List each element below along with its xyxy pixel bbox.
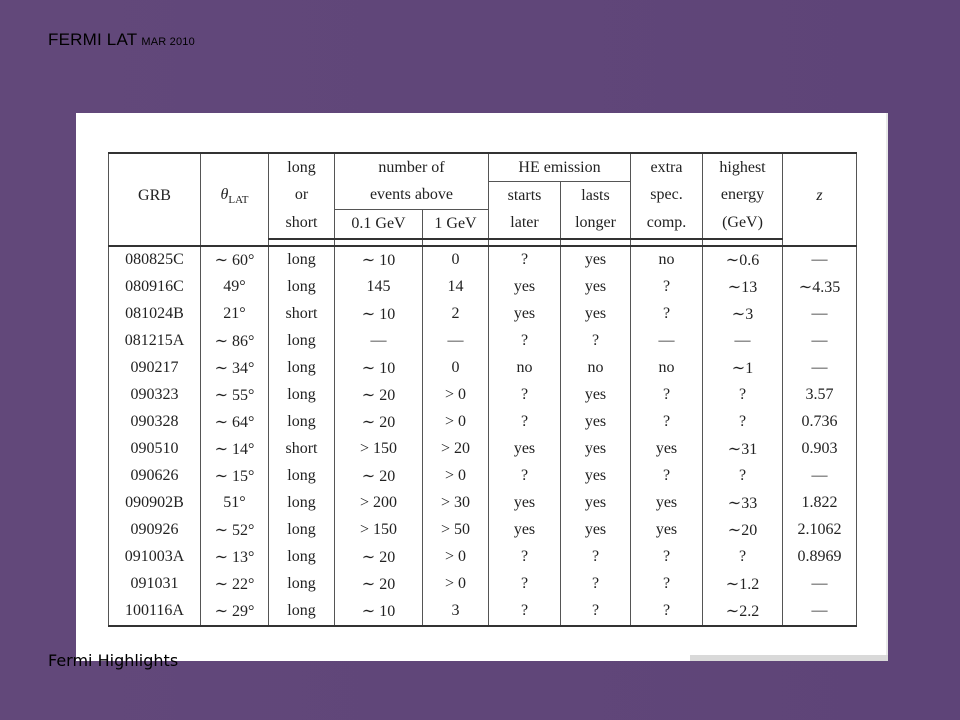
cell-grb: 090926: [109, 517, 201, 544]
cell-starts: ?: [489, 246, 561, 274]
cell-extra: no: [631, 246, 703, 274]
cell-extra: —: [631, 328, 703, 355]
cell-starts: yes: [489, 274, 561, 301]
cell-z: ∼4.35: [783, 274, 857, 301]
header-highest-1: highest: [703, 153, 783, 182]
cell-e01: ∼ 20: [335, 409, 423, 436]
cell-z: 0.903: [783, 436, 857, 463]
cell-grb: 100116A: [109, 598, 201, 626]
header-events-1: number of: [335, 153, 489, 182]
cell-dur: long: [269, 544, 335, 571]
cell-e1: 14: [423, 274, 489, 301]
header-extra-3: comp.: [631, 209, 703, 239]
header-extra-1: extra: [631, 153, 703, 182]
cell-e01: > 150: [335, 517, 423, 544]
cell-z: —: [783, 328, 857, 355]
slide-title: [48, 30, 195, 50]
grb-table-figure: [76, 113, 888, 661]
table-row: [109, 355, 857, 382]
cell-extra: ?: [631, 544, 703, 571]
cell-e1: > 0: [423, 463, 489, 490]
cell-starts: ?: [489, 598, 561, 626]
cell-dur: long: [269, 490, 335, 517]
cell-starts: ?: [489, 571, 561, 598]
cell-extra: ?: [631, 382, 703, 409]
cell-starts: yes: [489, 436, 561, 463]
slide-footer: Fermi Highlights: [48, 651, 179, 670]
cell-e01: —: [335, 328, 423, 355]
header-duration-2: or: [269, 182, 335, 210]
cell-e01: ∼ 20: [335, 463, 423, 490]
cell-extra: ?: [631, 571, 703, 598]
cell-e1: > 0: [423, 409, 489, 436]
cell-z: —: [783, 246, 857, 274]
header-highest-3: (GeV): [703, 209, 783, 239]
cell-z: —: [783, 571, 857, 598]
cell-theta: ∼ 14°: [201, 436, 269, 463]
cell-lasts: yes: [561, 409, 631, 436]
cell-dur: long: [269, 571, 335, 598]
header-events-01: 0.1 GeV: [335, 209, 423, 239]
cell-e1: —: [423, 328, 489, 355]
cell-z: 0.8969: [783, 544, 857, 571]
cell-e1: > 30: [423, 490, 489, 517]
cell-e1: > 50: [423, 517, 489, 544]
cell-e1: 3: [423, 598, 489, 626]
cell-highest: ∼2.2: [703, 598, 783, 626]
cell-theta: 51°: [201, 490, 269, 517]
cell-lasts: ?: [561, 328, 631, 355]
cell-grb: 090328: [109, 409, 201, 436]
table-row: [109, 463, 857, 490]
header-duration-3: short: [269, 209, 335, 239]
cell-dur: long: [269, 409, 335, 436]
cell-dur: long: [269, 274, 335, 301]
cell-dur: long: [269, 328, 335, 355]
cell-dur: long: [269, 463, 335, 490]
header-lasts-2: longer: [561, 209, 631, 239]
cell-starts: no: [489, 355, 561, 382]
cell-extra: ?: [631, 409, 703, 436]
header-starts-2: later: [489, 209, 561, 239]
cell-starts: ?: [489, 409, 561, 436]
cell-highest: ∼3: [703, 301, 783, 328]
cell-dur: short: [269, 436, 335, 463]
cell-highest: ?: [703, 544, 783, 571]
cell-e01: 145: [335, 274, 423, 301]
table-row: [109, 517, 857, 544]
cell-z: 2.1062: [783, 517, 857, 544]
cell-lasts: yes: [561, 463, 631, 490]
header-events-2: events above: [335, 182, 489, 210]
table-row: [109, 436, 857, 463]
cell-lasts: ?: [561, 571, 631, 598]
cell-extra: ?: [631, 301, 703, 328]
cell-lasts: no: [561, 355, 631, 382]
cell-z: —: [783, 301, 857, 328]
cell-z: 1.822: [783, 490, 857, 517]
cell-lasts: yes: [561, 301, 631, 328]
cell-highest: ∼0.6: [703, 246, 783, 274]
grb-table: [108, 152, 857, 627]
cell-grb: 090510: [109, 436, 201, 463]
cell-theta: ∼ 60°: [201, 246, 269, 274]
header-he-emission: HE emission: [489, 153, 631, 182]
cell-highest: ∼13: [703, 274, 783, 301]
cell-theta: ∼ 86°: [201, 328, 269, 355]
cell-starts: ?: [489, 328, 561, 355]
cell-extra: no: [631, 355, 703, 382]
cell-theta: ∼ 13°: [201, 544, 269, 571]
cell-starts: ?: [489, 544, 561, 571]
cell-e1: 0: [423, 246, 489, 274]
cell-theta: ∼ 22°: [201, 571, 269, 598]
cell-z: 3.57: [783, 382, 857, 409]
cell-lasts: ?: [561, 544, 631, 571]
cell-e1: > 0: [423, 382, 489, 409]
cell-dur: long: [269, 598, 335, 626]
cell-lasts: yes: [561, 436, 631, 463]
cell-grb: 090217: [109, 355, 201, 382]
cell-dur: long: [269, 517, 335, 544]
cell-theta: 49°: [201, 274, 269, 301]
cell-e1: 0: [423, 355, 489, 382]
cell-theta: ∼ 55°: [201, 382, 269, 409]
header-z: z: [783, 153, 857, 239]
cell-grb: 090323: [109, 382, 201, 409]
slide-title-date: MAR 2010: [141, 36, 195, 48]
cell-lasts: yes: [561, 246, 631, 274]
cell-e01: > 200: [335, 490, 423, 517]
cell-e01: ∼ 20: [335, 544, 423, 571]
header-duration-1: long: [269, 153, 335, 182]
cell-extra: ?: [631, 598, 703, 626]
cell-e01: ∼ 20: [335, 382, 423, 409]
cell-dur: long: [269, 246, 335, 274]
cell-lasts: ?: [561, 598, 631, 626]
cell-e01: ∼ 20: [335, 571, 423, 598]
table-row: [109, 382, 857, 409]
header-events-1gev: 1 GeV: [423, 209, 489, 239]
cell-starts: yes: [489, 490, 561, 517]
cell-grb: 081024B: [109, 301, 201, 328]
cell-extra: yes: [631, 490, 703, 517]
header-extra-2: spec.: [631, 182, 703, 210]
figure-bottom-strip: [690, 655, 888, 661]
cell-grb: 081215A: [109, 328, 201, 355]
slide-title-main: FERMI LAT: [48, 30, 138, 49]
cell-e1: > 0: [423, 544, 489, 571]
cell-e01: > 150: [335, 436, 423, 463]
table-row: [109, 328, 857, 355]
cell-lasts: yes: [561, 382, 631, 409]
table-row: [109, 490, 857, 517]
header-highest-2: energy: [703, 182, 783, 210]
cell-e01: ∼ 10: [335, 598, 423, 626]
cell-highest: ∼20: [703, 517, 783, 544]
cell-highest: ?: [703, 382, 783, 409]
cell-extra: ?: [631, 463, 703, 490]
cell-dur: short: [269, 301, 335, 328]
header-grb: GRB: [109, 153, 201, 239]
cell-lasts: yes: [561, 274, 631, 301]
cell-grb: 090626: [109, 463, 201, 490]
table-row: [109, 544, 857, 571]
cell-e1: > 0: [423, 571, 489, 598]
cell-extra: ?: [631, 274, 703, 301]
cell-extra: yes: [631, 517, 703, 544]
header-starts-1: starts: [489, 182, 561, 210]
cell-e01: ∼ 10: [335, 355, 423, 382]
cell-highest: ∼1.2: [703, 571, 783, 598]
cell-grb: 080825C: [109, 246, 201, 274]
table-row: [109, 409, 857, 436]
header-theta: $\theta_{LAT}$: [201, 153, 269, 239]
cell-theta: 21°: [201, 301, 269, 328]
cell-lasts: yes: [561, 490, 631, 517]
cell-theta: ∼ 15°: [201, 463, 269, 490]
cell-grb: 091003A: [109, 544, 201, 571]
cell-e01: ∼ 10: [335, 301, 423, 328]
cell-e1: > 20: [423, 436, 489, 463]
cell-z: —: [783, 598, 857, 626]
cell-highest: ?: [703, 463, 783, 490]
cell-z: —: [783, 463, 857, 490]
cell-theta: ∼ 34°: [201, 355, 269, 382]
grb-table-body: [109, 246, 857, 626]
table-row: [109, 246, 857, 274]
table-row: [109, 571, 857, 598]
cell-z: 0.736: [783, 409, 857, 436]
table-row: [109, 598, 857, 626]
cell-grb: 090902B: [109, 490, 201, 517]
figure-edge: [886, 113, 888, 661]
cell-grb: 080916C: [109, 274, 201, 301]
cell-theta: ∼ 64°: [201, 409, 269, 436]
table-row: [109, 274, 857, 301]
cell-highest: ∼31: [703, 436, 783, 463]
cell-highest: —: [703, 328, 783, 355]
cell-lasts: yes: [561, 517, 631, 544]
cell-theta: ∼ 29°: [201, 598, 269, 626]
cell-highest: ?: [703, 409, 783, 436]
cell-e01: ∼ 10: [335, 246, 423, 274]
cell-highest: ∼1: [703, 355, 783, 382]
cell-starts: ?: [489, 382, 561, 409]
cell-dur: long: [269, 382, 335, 409]
table-row: [109, 301, 857, 328]
cell-theta: ∼ 52°: [201, 517, 269, 544]
cell-z: —: [783, 355, 857, 382]
cell-starts: yes: [489, 301, 561, 328]
header-lasts-1: lasts: [561, 182, 631, 210]
cell-dur: long: [269, 355, 335, 382]
cell-starts: yes: [489, 517, 561, 544]
cell-highest: ∼33: [703, 490, 783, 517]
cell-e1: 2: [423, 301, 489, 328]
cell-starts: ?: [489, 463, 561, 490]
cell-grb: 091031: [109, 571, 201, 598]
cell-extra: yes: [631, 436, 703, 463]
